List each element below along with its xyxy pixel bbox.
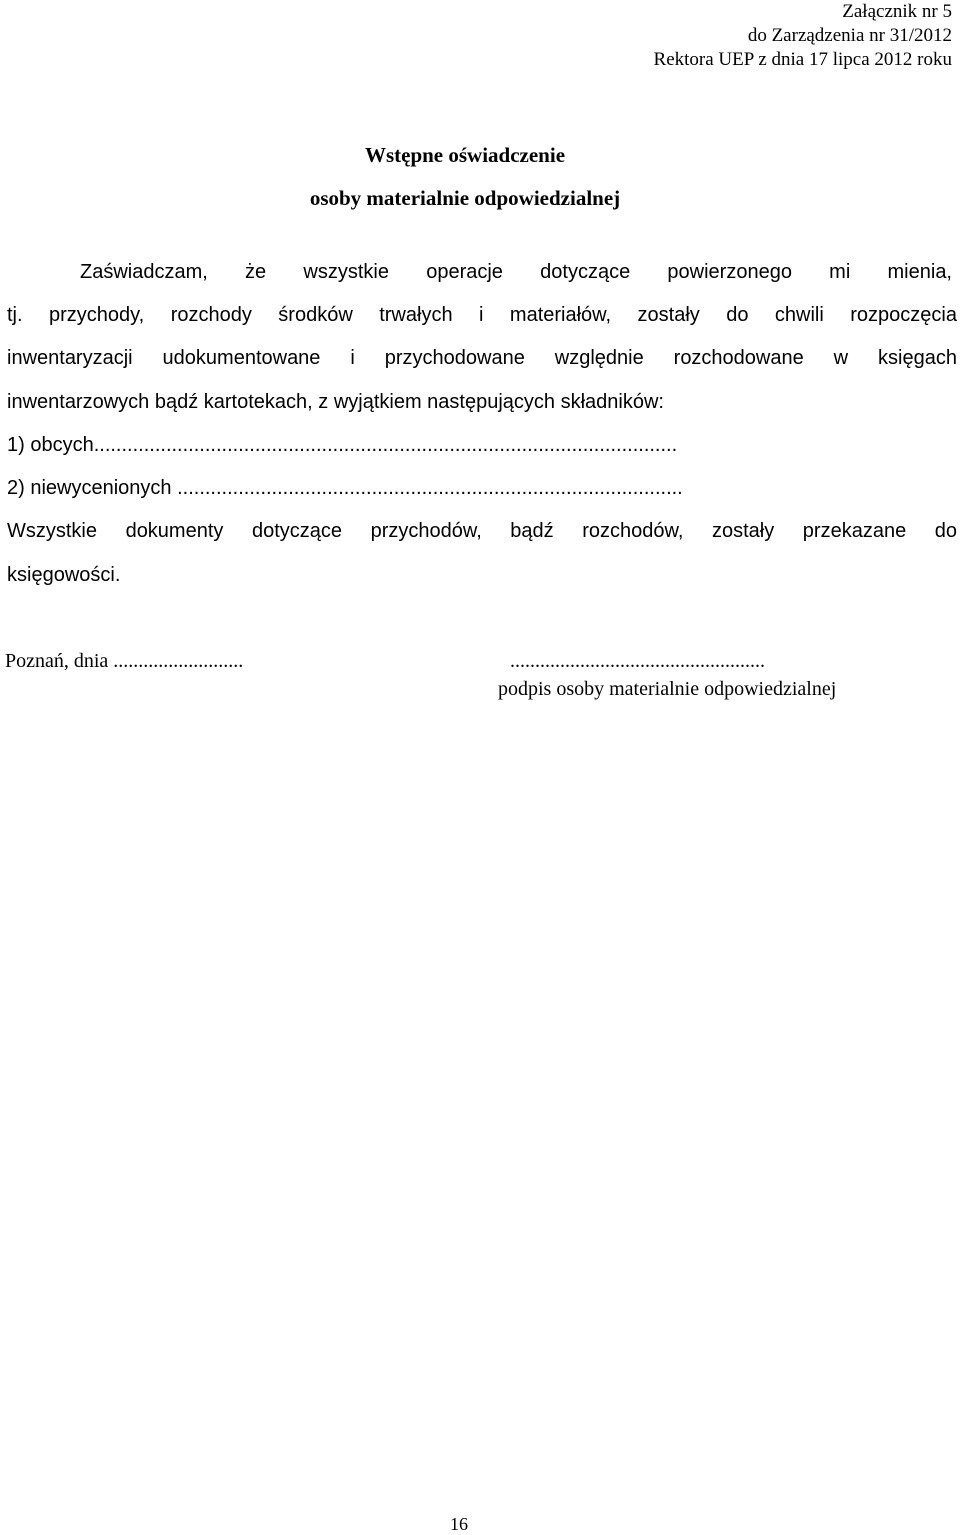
place-date-field: Poznań, dnia .......................... xyxy=(5,650,244,672)
documents-statement-line: księgowości. xyxy=(7,564,121,586)
exception-item-foreign: 1) obcych......................................................................................................... xyxy=(7,434,678,456)
regulation-reference: do Zarządzenia nr 31/2012 xyxy=(747,25,952,46)
page-number: 16 xyxy=(450,1514,468,1534)
exception-item-unvalued: 2) niewycenionych ........................................................................................... xyxy=(7,477,683,499)
statement-line: tj. przychody, rozchody środków trwałych i materiałów, zostały do chwili rozpoczęcia xyxy=(7,304,957,326)
regulation-date: Rektora UEP z dnia 17 lipca 2012 roku xyxy=(653,49,952,70)
attachment-note xyxy=(654,0,952,72)
statement-line: Zaświadczam, że wszystkie operacje dotyczące powierzonego mi mienia, xyxy=(80,261,952,283)
statement-line: inwentarzowych bądź kartotekach, z wyjątkiem następujących składników: xyxy=(7,391,664,413)
signature-line: ................................................... xyxy=(510,650,765,672)
documents-statement-line: Wszystkie dokumenty dotyczące przychodów, bądź rozchodów, zostały przekazane do xyxy=(7,520,957,542)
statement-line: inwentaryzacji udokumentowane i przychodowane względnie rozchodowane w księgach xyxy=(7,347,957,369)
document-title: Wstępne oświadczenie xyxy=(364,143,566,167)
signature-label: podpis osoby materialnie odpowiedzialnej xyxy=(498,678,837,700)
document-subtitle: osoby materialnie odpowiedzialnej xyxy=(309,186,621,210)
attachment-number: Załącznik nr 5 xyxy=(842,1,952,22)
